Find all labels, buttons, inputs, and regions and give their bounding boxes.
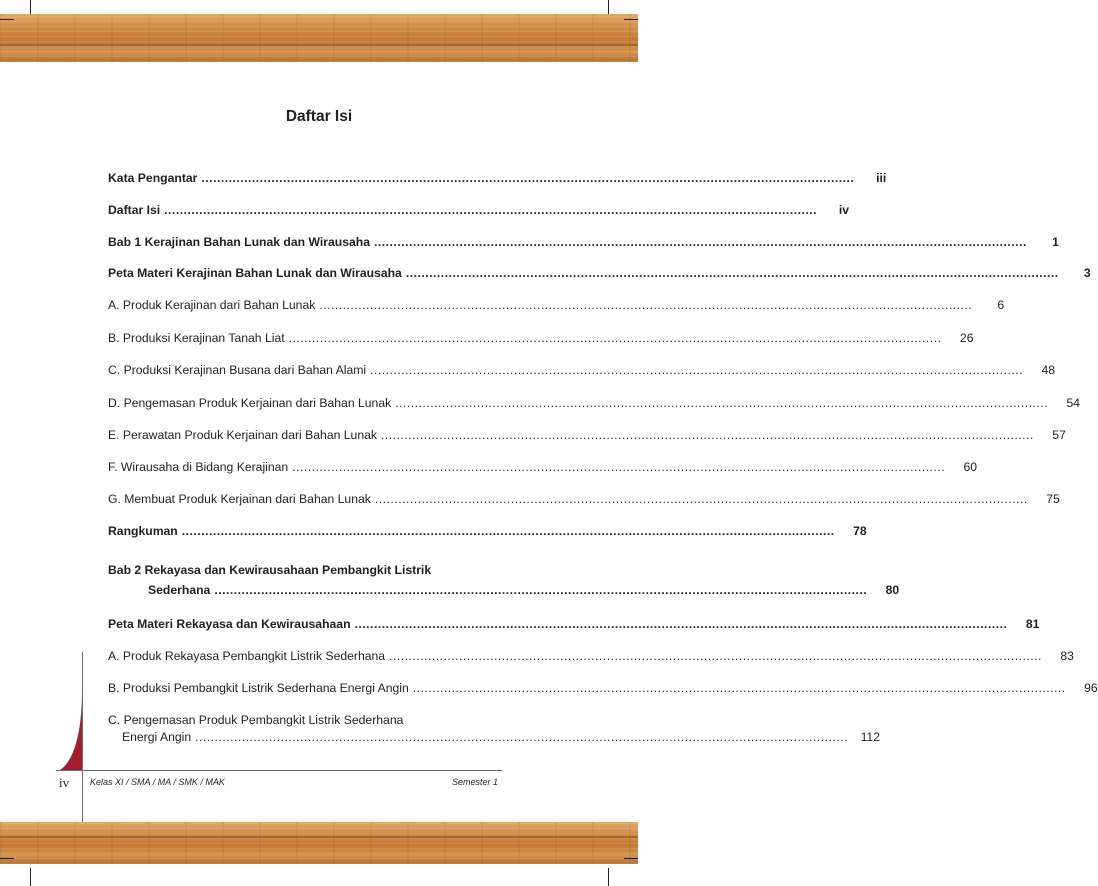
toc-page-number: 57 (1052, 428, 1066, 442)
crop-mark (608, 868, 609, 886)
toc-entry-label: Bab 1 Kerajinan Bahan Lunak dan Wirausaha (108, 235, 370, 249)
toc-entry-label: C. Pengemasan Produk Pembangkit Listrik Sederhana (108, 713, 404, 727)
toc-entry-label: Daftar Isi (108, 203, 161, 217)
toc-page-number: 112 (860, 730, 880, 744)
toc-entry-label: A. Produk Rekayasa Pembangkit Listrik Sederhana (108, 649, 386, 663)
toc-entry-label: G. Membuat Produk Kerjainan dari Bahan Lunak (108, 492, 371, 506)
footer-semester: Semester 1 (451, 777, 498, 787)
toc-dot-leader: ........................................................................................................................................................................ (201, 171, 855, 185)
toc-entry[interactable] (108, 396, 1081, 412)
toc-entry[interactable] (108, 730, 880, 746)
toc-dot-leader: ........................................................................................................................................................................ (405, 266, 1059, 280)
toc-page-number: 80 (885, 583, 900, 597)
toc-entry[interactable] (108, 171, 887, 187)
toc-dot-leader: ........................................................................................................................................................................ (181, 524, 835, 538)
toc-entry[interactable] (108, 492, 1060, 508)
toc-entry-label: Rangkuman (108, 524, 178, 538)
toc-entry[interactable] (108, 524, 867, 540)
toc-page-number: iii (876, 171, 887, 185)
toc-dot-leader: ........................................................................................................................................................................ (389, 649, 1042, 663)
page-title: Daftar Isi (285, 108, 353, 125)
red-corner-ornament (60, 690, 82, 770)
toc-page-number: 6 (997, 298, 1005, 312)
toc-page-number: 48 (1041, 363, 1055, 377)
toc-dot-leader: ........................................................................................................................................................................ (380, 428, 1034, 442)
toc-page-number: 96 (1084, 681, 1098, 695)
toc-entry-label: B. Produksi Kerajinan Tanah Liat (108, 331, 285, 345)
toc-entry[interactable] (108, 617, 1040, 633)
toc-dot-leader: ........................................................................................................................................................................ (292, 460, 946, 474)
toc-entry[interactable] (108, 428, 1066, 444)
toc-dot-leader: ........................................................................................................................................................................ (288, 331, 942, 345)
toc-dot-leader: ........................................................................................................................................................................ (374, 235, 1027, 249)
toc-entry-label: D. Pengemasan Produk Kerjainan dari Bahan Lunak (108, 396, 392, 410)
toc-entry[interactable] (108, 235, 1059, 251)
crop-mark (30, 868, 31, 886)
crop-mark (624, 19, 638, 20)
toc-page-number: 60 (963, 460, 978, 474)
toc-entry[interactable] (108, 713, 488, 729)
toc-dot-leader: ........................................................................................................................................................................ (195, 730, 848, 744)
wood-seam (0, 836, 638, 838)
toc-dot-leader: ........................................................................................................................................................................ (412, 681, 1066, 695)
toc-entry[interactable] (108, 203, 850, 219)
toc-page-number: 78 (853, 524, 867, 538)
toc-entry[interactable] (108, 583, 900, 599)
toc-entry[interactable] (108, 681, 1098, 697)
footer-page-number: iv (59, 775, 70, 790)
margin-rule-vertical (82, 652, 83, 822)
toc-entry-label: Peta Materi Rekayasa dan Kewirausahaan (108, 617, 351, 631)
toc-dot-leader: ........................................................................................................................................................................ (370, 363, 1023, 377)
toc-entry-label: E. Perawatan Produk Kerjainan dari Bahan Lunak (108, 428, 377, 442)
toc-dot-leader: ........................................................................................................................................................................ (395, 396, 1049, 410)
toc-page-number: 81 (1025, 617, 1040, 631)
toc-entry-label: Kata Pengantar (108, 171, 198, 185)
toc-page-number: 54 (1066, 396, 1081, 410)
toc-entry-label: Energi Angin (122, 730, 192, 744)
toc-entry-label: Bab 2 Rekayasa dan Kewirausahaan Pembangkit Listrik (108, 563, 432, 577)
toc-page-number: 26 (959, 331, 974, 345)
toc-entry[interactable] (108, 298, 1005, 314)
toc-dot-leader: ........................................................................................................................................................................ (214, 583, 868, 597)
crop-mark (624, 858, 638, 859)
crop-mark (0, 19, 14, 20)
crop-mark (0, 858, 14, 859)
toc-page-number: 75 (1046, 492, 1060, 506)
toc-entry-label: C. Produksi Kerajinan Busana dari Bahan Alami (108, 363, 367, 377)
toc-entry[interactable] (108, 460, 978, 476)
toc-page-number: iv (838, 203, 850, 217)
footer-book-info: Kelas XI / SMA / MA / SMK / MAK (90, 777, 225, 787)
toc-page-number: 3 (1083, 266, 1091, 280)
toc-entry-label: B. Produksi Pembangkit Listrik Sederhana Energi Angin (108, 681, 409, 695)
toc-entry[interactable] (108, 331, 974, 347)
toc-entry[interactable] (108, 266, 1091, 282)
top-wood-banner (0, 14, 638, 62)
toc-page-number: 1 (1052, 235, 1059, 249)
bottom-wood-banner (0, 822, 638, 864)
toc-entry[interactable] (108, 649, 1074, 665)
toc-entry-label: Peta Materi Kerajinan Bahan Lunak dan Wirausaha (108, 266, 402, 280)
toc-entry[interactable] (108, 363, 1055, 379)
footer-rule (56, 770, 502, 771)
toc-dot-leader: ........................................................................................................................................................................ (164, 203, 818, 217)
crop-mark (608, 0, 609, 14)
toc-dot-leader: ........................................................................................................................................................................ (374, 492, 1028, 506)
toc-entry[interactable] (108, 563, 488, 579)
toc-entry-label: Sederhana (148, 583, 211, 597)
toc-entry-label: F. Wirausaha di Bidang Kerajinan (108, 460, 289, 474)
toc-dot-leader: ........................................................................................................................................................................ (354, 617, 1008, 631)
toc-dot-leader: ........................................................................................................................................................................ (319, 298, 973, 312)
toc-entry-label: A. Produk Kerajinan dari Bahan Lunak (108, 298, 316, 312)
toc-page-number: 83 (1060, 649, 1074, 663)
wood-seam (0, 44, 638, 46)
crop-mark (30, 0, 31, 14)
